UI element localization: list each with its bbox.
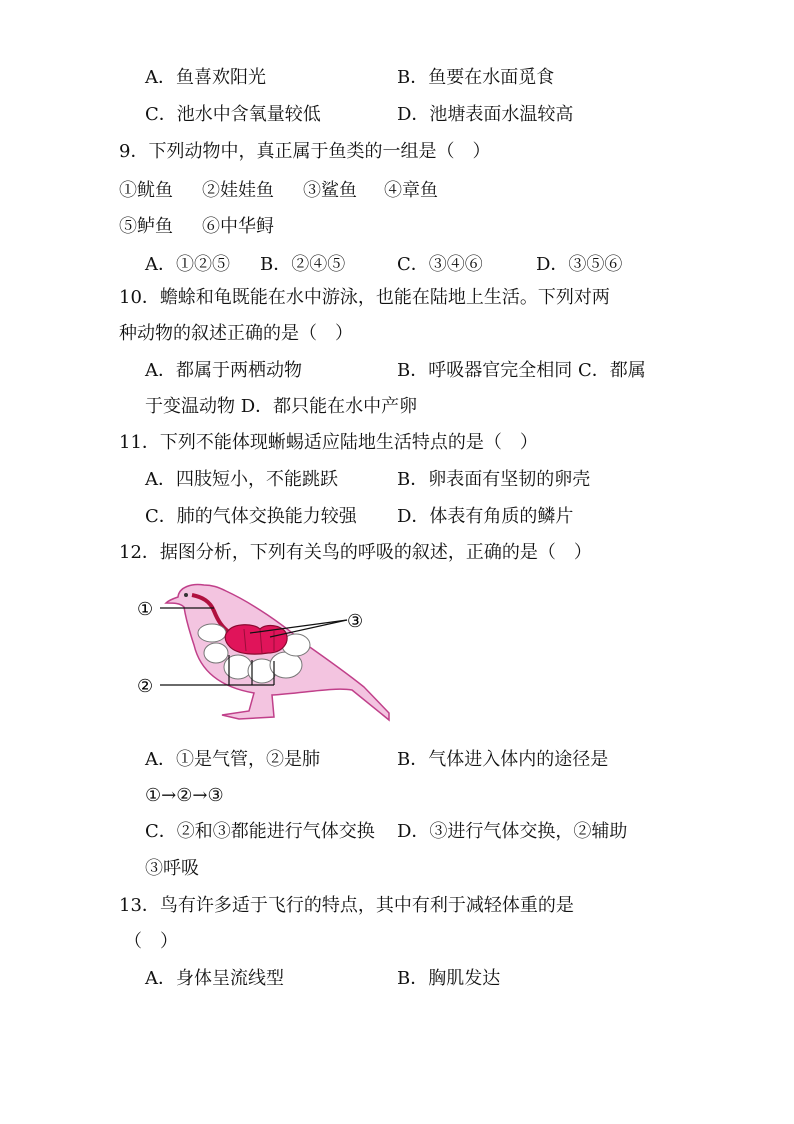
q10-stem-line1: 10．蟾蜍和龟既能在水中游泳，也能在陆地上生活。下列对两 [119, 287, 610, 308]
q11-stem: 11．下列不能体现蜥蜴适应陆地生活特点的是（ ） [119, 432, 538, 453]
q11-option-b: B．卵表面有坚韧的卵壳 [397, 469, 591, 490]
q9-item: ④章鱼 [384, 180, 438, 201]
label-2: ② [137, 676, 154, 697]
q13-option-b: B．胸肌发达 [397, 968, 501, 989]
label-3: ③ [347, 611, 364, 632]
q10-option-a: A．都属于两栖动物 [145, 360, 302, 381]
q8-option-c: C．池水中含氧量较低 [145, 104, 321, 125]
q9-item: ③鲨鱼 [303, 180, 357, 201]
bird-respiratory-diagram [134, 575, 394, 725]
q9-option-b: B．②④⑤ [260, 254, 346, 275]
q12-option-d-cont: ③呼吸 [145, 858, 199, 879]
q9-option-a: A．①②⑤ [145, 254, 230, 275]
bird-body [166, 585, 389, 721]
q10-option-b-c: B．呼吸器官完全相同 C．都属 [397, 360, 646, 381]
q9-item: ⑤鲈鱼 [119, 216, 173, 237]
q9-item: ①鱿鱼 [119, 180, 173, 201]
q12-option-d: D．③进行气体交换，②辅助 [397, 821, 628, 842]
air-sac [204, 643, 228, 663]
q8-option-a: A．鱼喜欢阳光 [145, 67, 266, 88]
q9-option-c: C．③④⑥ [397, 254, 483, 275]
q12-option-c: C．②和③都能进行气体交换 [145, 821, 375, 842]
q12-stem: 12．据图分析，下列有关鸟的呼吸的叙述，正确的是（ ） [119, 542, 592, 563]
q9-option-d: D．③⑤⑥ [536, 254, 623, 275]
q9-item: ②娃娃鱼 [202, 180, 274, 201]
air-sac [224, 655, 252, 679]
q11-option-c: C．肺的气体交换能力较强 [145, 506, 357, 527]
q9-item: ⑥中华鲟 [202, 216, 274, 237]
bird-eye [184, 593, 188, 597]
q12-option-b: B．气体进入体内的途径是 [397, 749, 609, 770]
q12-option-a: A．①是气管，②是肺 [145, 749, 320, 770]
label-1: ① [137, 599, 154, 620]
q13-option-a: A．身体呈流线型 [145, 968, 284, 989]
q12-option-b-cont: ①→②→③ [145, 785, 224, 806]
q13-stem: 13．鸟有许多适于飞行的特点，其中有利于减轻体重的是 [119, 895, 574, 916]
q11-option-a: A．四肢短小，不能跳跃 [145, 469, 338, 490]
q8-option-d: D．池塘表面水温较高 [397, 104, 574, 125]
q11-option-d: D．体表有角质的鳞片 [397, 506, 574, 527]
q9-stem: 9．下列动物中，真正属于鱼类的一组是（ ） [119, 141, 491, 162]
q8-option-b: B．鱼要在水面觅食 [397, 67, 555, 88]
q13-answer-paren: （ ） [124, 931, 178, 952]
air-sac [198, 624, 226, 642]
q10-option-c-d: 于变温动物 D．都只能在水中产卵 [145, 396, 418, 417]
q10-stem-line2: 种动物的叙述正确的是（ ） [119, 323, 353, 344]
